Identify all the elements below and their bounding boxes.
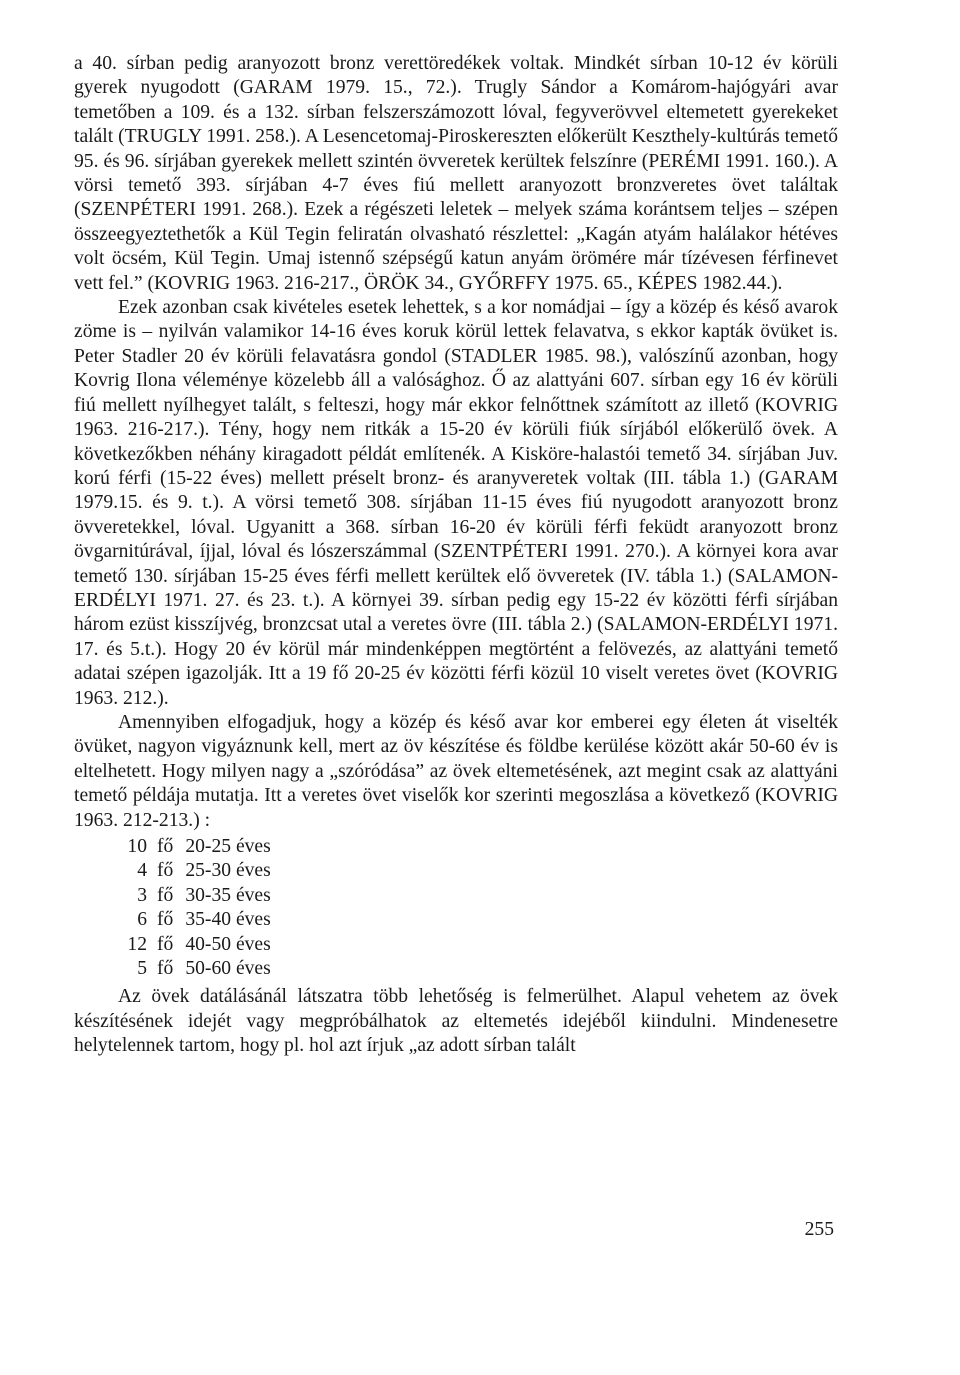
unit-cell: fő xyxy=(157,884,174,906)
age-range-cell: 25-30 éves xyxy=(185,860,271,882)
unit-cell: fő xyxy=(157,909,174,931)
unit-cell: fő xyxy=(157,958,174,980)
count-cell: 12 xyxy=(127,933,147,955)
table-row xyxy=(74,884,271,908)
paragraph-1: a 40. sírban pedig aranyozott bronz verettöredékek voltak. Mindkét sírban 10-12 év körüli gyerek nyugodott (GARAM 1979. 15., 72.). Trugly Sándor a Komárom-hajógyári avar temetőben a 109. és a 132. sírban felszerszámozott lóval, fegyverövvel eltemetett gyerekeket talált (TRUGLY 1991. 258.). A Lesencetomaj-Piroskereszten előkerült Keszthely-kultúrás temető 95. és 96. sírjában gyerekek mellett szintén övveretek kerültek felszínre (PERÉMI 1991. 160.). A vörsi temető 393. sírjában 4-7 éves fiú mellett aranyozott bronzveretes övet találtak (SZENPÉTERI 1991. 268.). Ezek a régészeti leletek – melyek száma korántsem teljes – szépen összeegyeztethetők a Kül Tegin feliratán olvasható részlettel: „Kagán atyám halálakor hétéves volt öcsém, Kül Tegin. Umaj istennő szépségű katun anyám örömére már tízévesen férfinevet vett fel.” (KOVRIG 1963. 216-217., ÖRÖK 34., GYŐRFFY 1975. 65., KÉPES 1982.44.). xyxy=(74,53,838,294)
age-range-cell: 20-25 éves xyxy=(185,836,271,857)
count-cell: 10 xyxy=(127,836,147,857)
age-distribution-table xyxy=(74,835,271,981)
age-range-cell: 30-35 éves xyxy=(185,884,271,906)
page-number: 255 xyxy=(804,1219,834,1240)
table-row xyxy=(74,933,271,957)
body-text xyxy=(74,52,838,1059)
age-range-cell: 50-60 éves xyxy=(185,958,271,980)
count-cell: 4 xyxy=(137,860,147,882)
table-row xyxy=(74,908,271,932)
unit-cell: fő xyxy=(157,933,174,955)
age-range-cell: 35-40 éves xyxy=(185,909,271,931)
count-cell: 5 xyxy=(137,958,147,980)
count-cell: 6 xyxy=(137,909,147,931)
paragraph-3: Amennyiben elfogadjuk, hogy a közép és késő avar kor emberei egy életen át viselték övüket, nagyon vigyáznunk kell, mert az öv készítése és földbe kerülése között akár 50-60 év is eltelhetett. Hogy milyen nagy a „szóródása” az övek eltemetésének, azt megint csak az alattyáni temető példája mutatja. Itt a veretes övet viselők kor szerinti megoszlása a következő (KOVRIG 1963. 212-213.) : xyxy=(74,711,838,831)
unit-cell: fő xyxy=(157,836,174,857)
table-row xyxy=(74,957,271,981)
paragraph-4: Az övek datálásánál látszatra több lehetőség is felmerülhet. Alapul vehetem az övek készítésének idejét vagy megpróbálhatok az eltemetés idejéből kiindulni. Mindenesetre helytelennek tartom, hogy pl. hol azt írjuk „az adott sírban talált xyxy=(74,986,838,1057)
count-cell: 3 xyxy=(137,884,147,906)
paragraph-2: Ezek azonban csak kivételes esetek lehettek, s a kor nomádjai – így a közép és késő avarok zöme is – nyilván valamikor 14-16 éves koruk körül lettek felavatva, s ekkor kapták övüket is. Peter Stadler 20 év körüli felavatásra gondol (STADLER 1985. 98.), valószínű azonban, hogy Kovrig Ilona véleménye közelebb áll a valósághoz. Ő az alattyáni 607. sírban egy 16 év körüli fiú mellett nyílhegyet talált, s felteszi, hogy már ekkor felnőttnek számított az illető (KOVRIG 1963. 216-217.). Tény, hogy nem ritkák a 15-20 év körüli fiúk sírjából előkerülő övek. A következőkben néhány kiragadott példát említenék. A Kisköre-halastói temető 34. sírjában Juv. korú férfi (15-22 éves) mellett préselt bronz- és aranyveretek voltak (III. tábla 1.) (GARAM 1979.15. és 9. t.). A vörsi temető 308. sírjában 11-15 éves fiú nyugodott aranyozott bronz övveretekkel, lóval. Ugyanitt a 368. sírban 16-20 év körüli férfi feküdt aranyozott bronz övgarnitúrával, íjjal, lóval és lószerszámmal (SZENTPÉTERI 1991. 270.). A környei kora avar temető 130. sírjában 15-25 éves férfi mellett kerültek elő övveretek (IV. tábla 1.) (SALAMON-ERDÉLYI 1971. 27. és 23. t.). A környei 39. sírban pedig egy 15-22 év közötti férfi sírjában három ezüst kisszíjvég, bronzcsat utal a veretes övre (III. tábla 2.) (SALAMON-ERDÉLYI 1971. 17. és 5.t.). Hogy 20 év körül már mindenképpen megtörtént a felövezés, az alattyáni temető adatai szépen igazolják. Itt a 19 fő 20-25 év közötti férfi közül 10 viselt veretes övet (KOVRIG 1963. 212.). xyxy=(74,297,838,709)
table-row xyxy=(74,859,271,883)
age-range-cell: 40-50 éves xyxy=(185,933,271,955)
unit-cell: fő xyxy=(157,860,174,882)
table-row xyxy=(74,835,271,859)
